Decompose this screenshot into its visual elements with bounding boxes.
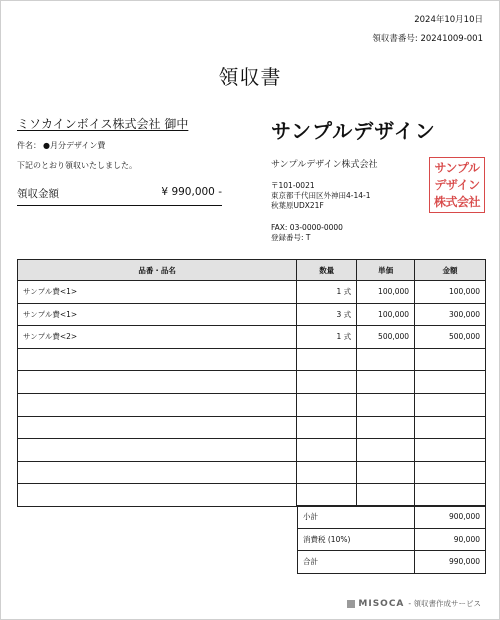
subject-label: 件名： [17, 141, 41, 150]
unit-price-cell [357, 461, 415, 484]
table-row [18, 281, 486, 304]
column-header-unit-price: 単価 [357, 260, 415, 281]
amount-value: ¥ 990,000 - [161, 186, 222, 198]
footer-tagline: - 領収書作成サービス [408, 599, 481, 608]
quantity-cell [297, 484, 357, 507]
amount-label: 領収金額 [17, 188, 59, 200]
amount-row [17, 186, 222, 206]
unit-price-cell: 100,000 [357, 281, 415, 304]
quantity-cell: 1 式 [297, 281, 357, 304]
item-name-cell [18, 348, 297, 371]
tax-value: 90,000 [415, 528, 486, 551]
table-row [18, 416, 486, 439]
quantity-cell [297, 461, 357, 484]
received-statement: 下記のとおり領収いたしました。 [17, 161, 137, 170]
subtotal-label: 小計 [298, 506, 415, 529]
unit-price-cell [357, 393, 415, 416]
unit-price-cell: 500,000 [357, 326, 415, 349]
table-header-row [18, 260, 486, 281]
unit-price-cell [357, 348, 415, 371]
amount-cell [415, 348, 486, 371]
issuer-contact [271, 223, 343, 243]
table-row [18, 439, 486, 462]
item-name-cell [18, 484, 297, 507]
total-value: 990,000 [415, 551, 486, 574]
amount-cell [415, 461, 486, 484]
recipient-name: ミソカインボイス株式会社 御中 [17, 117, 189, 131]
quantity-cell [297, 416, 357, 439]
amount-cell: 500,000 [415, 326, 486, 349]
item-name-cell: サンプル費<1> [18, 303, 297, 326]
amount-cell [415, 484, 486, 507]
amount-cell [415, 393, 486, 416]
issue-date: 2024年10月10日 [414, 15, 483, 25]
receipt-number: 領収書番号: 20241009-001 [372, 34, 483, 44]
footer [347, 598, 481, 609]
table-row [18, 393, 486, 416]
unit-price-cell [357, 371, 415, 394]
subject-line [17, 140, 105, 151]
table-row [18, 461, 486, 484]
table-row [18, 348, 486, 371]
item-name-cell [18, 439, 297, 462]
total-label: 合計 [298, 551, 415, 574]
quantity-cell [297, 348, 357, 371]
issuer-company: サンプルデザイン株式会社 [271, 160, 378, 170]
seal-line: 株式会社 [433, 195, 480, 209]
address-line-2: 秋葉原UDX21F [271, 201, 324, 210]
subtotal-row [298, 506, 486, 529]
item-name-cell [18, 416, 297, 439]
amount-cell: 300,000 [415, 303, 486, 326]
quantity-cell [297, 371, 357, 394]
misoca-logo-icon [347, 600, 355, 608]
item-name-cell [18, 371, 297, 394]
unit-price-cell [357, 439, 415, 462]
quantity-cell: 1 式 [297, 326, 357, 349]
totals-table [297, 505, 486, 574]
table-row [18, 326, 486, 349]
quantity-cell: 3 式 [297, 303, 357, 326]
unit-price-cell: 100,000 [357, 303, 415, 326]
items-table [17, 259, 486, 507]
amount-cell [415, 416, 486, 439]
item-name-cell [18, 461, 297, 484]
subtotal-value: 900,000 [415, 506, 486, 529]
item-name-cell: サンプル費<2> [18, 326, 297, 349]
amount-cell: 100,000 [415, 281, 486, 304]
column-header-amount: 金額 [415, 260, 486, 281]
amount-cell [415, 439, 486, 462]
fax-number: FAX: 03-0000-0000 [271, 223, 343, 232]
company-seal-stamp [429, 157, 485, 213]
footer-brand: MISOCA [358, 598, 405, 609]
amount-cell [415, 371, 486, 394]
item-name-cell: サンプル費<1> [18, 281, 297, 304]
company-logo: サンプルデザイン [271, 119, 436, 143]
subject-value: ●月分デザイン費 [43, 141, 106, 150]
quantity-cell [297, 439, 357, 462]
item-name-cell [18, 393, 297, 416]
items-body [18, 281, 486, 507]
table-row [18, 484, 486, 507]
quantity-cell [297, 393, 357, 416]
total-row [298, 551, 486, 574]
address-line-1: 東京都千代田区外神田4-14-1 [271, 191, 371, 200]
unit-price-cell [357, 484, 415, 507]
tax-label: 消費税 (10%) [298, 528, 415, 551]
tax-row [298, 528, 486, 551]
column-header-item: 品番・品名 [18, 260, 297, 281]
table-row [18, 371, 486, 394]
column-header-quantity: 数量 [297, 260, 357, 281]
unit-price-cell [357, 416, 415, 439]
table-row [18, 303, 486, 326]
registration-number: 登録番号: T [271, 233, 311, 242]
postal-code: 〒101-0021 [271, 181, 315, 190]
page-title: 領収書 [218, 65, 282, 89]
seal-line: デザイン [434, 178, 480, 192]
seal-line: サンプル [434, 161, 480, 175]
issuer-address [271, 181, 371, 211]
